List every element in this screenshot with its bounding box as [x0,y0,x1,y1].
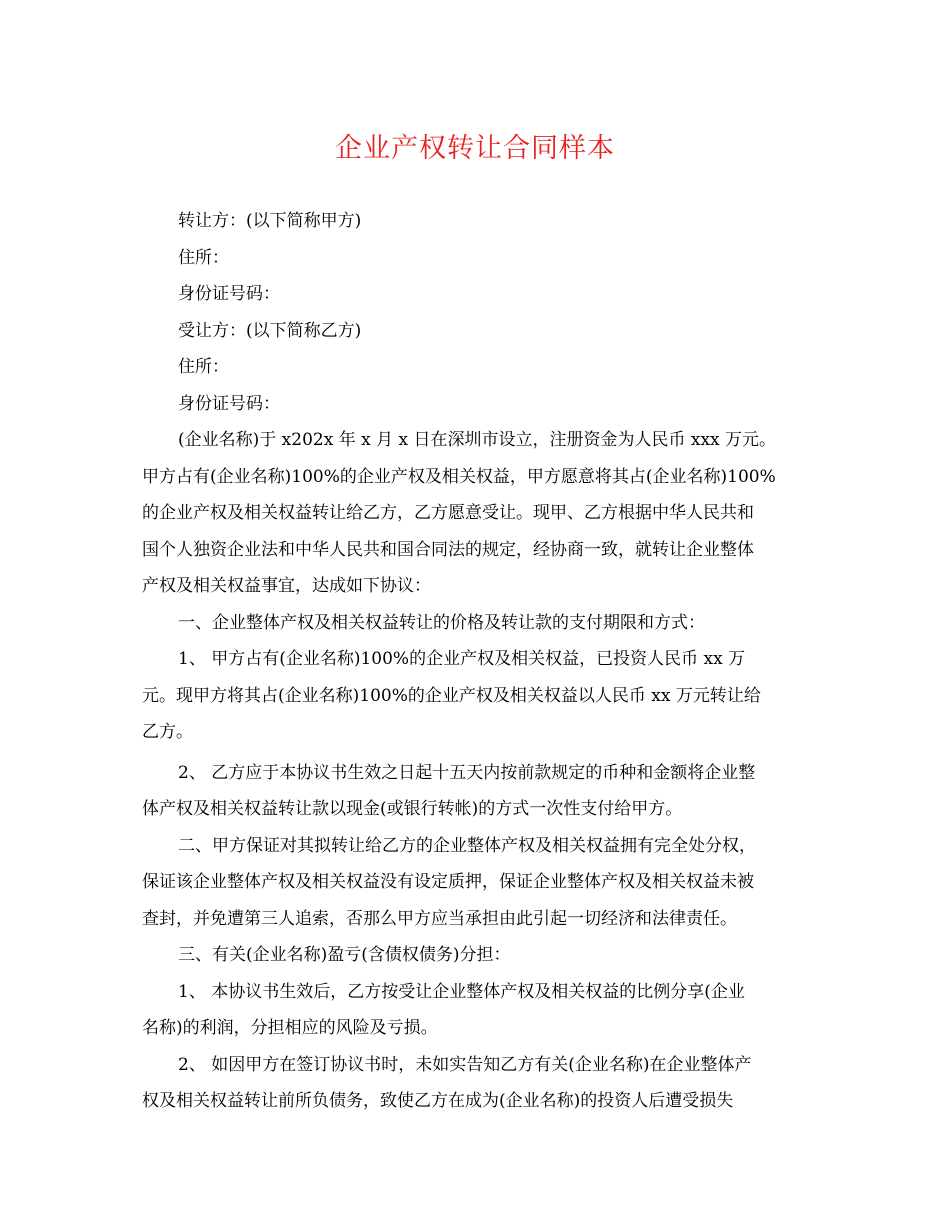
paragraph-line: 的企业产权及相关权益转让给乙方，乙方愿意受让。现甲、乙方根据中华人民共和 [142,503,754,523]
paragraph-line: 1、 甲方占有(企业名称)100%的企业产权及相关权益，已投资人民币 xx 万 [178,649,746,669]
document-title: 企业产权转让合同样本 [335,133,615,164]
section-heading: 三、有关(企业名称)盈亏(含债权债务)分担： [178,945,511,965]
section-heading: 一、企业整体产权及相关权益转让的价格及转让款的支付期限和方式： [178,612,705,633]
transferor-line: 转让方：(以下简称甲方) [178,211,362,231]
section-heading: 二、甲方保证对其拟转让给乙方的企业整体产权及相关权益拥有完全处分权， [178,835,756,856]
paragraph-line: 甲方占有(企业名称)100%的企业产权及相关权益，甲方愿意将其占(企业名称)100% [142,466,776,487]
transferee-id-line: 身份证号码： [178,393,280,414]
paragraph-line: 元。现甲方将其占(企业名称)100%的企业产权及相关权益以人民币 xx 万元转让给 [142,685,761,706]
paragraph-line: 2、 乙方应于本协议书生效之日起十五天内按前款规定的币种和金额将企业整 [178,762,756,783]
paragraph-line: 2、 如因甲方在签订协议书时，未如实告知乙方有关(企业名称)在企业整体产 [178,1054,752,1075]
transferee-line: 受让方：(以下简称乙方) [178,320,362,341]
paragraph-line: 查封，并免遭第三人追索，否那么甲方应当承担由此引起一切经济和法律责任。 [142,908,737,929]
document-body [142,203,812,1120]
paragraph-line: 乙方。 [142,722,193,742]
paragraph-line: 保证该企业整体产权及相关权益没有设定质押，保证企业整体产权及相关权益未被 [142,872,754,892]
paragraph-line: (企业名称)于 x202x 年 x 月 x 日在深圳市设立，注册资金为人民币 xxx 万元。 [178,430,777,450]
paragraph-line: 体产权及相关权益转让款以现金(或银行转帐)的方式一次性支付给甲方。 [142,799,683,819]
transferor-id-line: 身份证号码： [178,284,280,304]
paragraph-line: 名称)的利润，分担相应的风险及亏损。 [142,1018,438,1038]
paragraph-line: 1、 本协议书生效后，乙方按受让企业整体产权及相关权益的比例分享(企业 [178,981,745,1002]
transferor-address-line: 住所： [178,247,229,268]
paragraph-line: 权及相关权益转让前所负债务，致使乙方在成为(企业名称)的投资人后遭受损失 [142,1091,734,1111]
paragraph-line: 产权及相关权益事宜，达成如下协议： [142,576,431,596]
transferee-address-line: 住所： [178,357,229,377]
paragraph-line: 国个人独资企业法和中华人民共和国合同法的规定，经协商一致，就转让企业整体 [142,539,754,560]
